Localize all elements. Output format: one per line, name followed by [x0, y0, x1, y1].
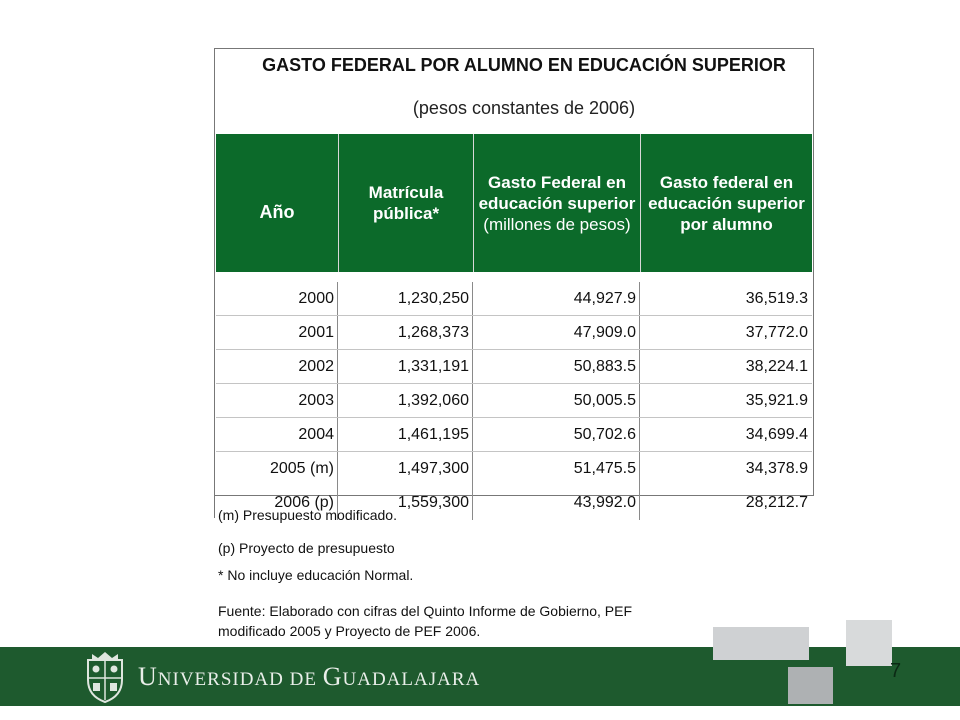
- cell-matricula: 1,230,250: [397, 290, 469, 307]
- cell-matricula: 1,392,060: [397, 392, 469, 409]
- header-gasto-label: Gasto Federal en educación superior: [478, 172, 636, 213]
- cell-gasto: 50,883.5: [573, 358, 636, 375]
- header-gasto: [473, 134, 640, 272]
- cell-year: 2003: [298, 392, 334, 409]
- cell-year: 2006 (p): [274, 494, 334, 511]
- cell-por-alumno: 34,378.9: [745, 460, 808, 477]
- cell-year: 2004: [298, 426, 334, 443]
- decorative-square: [788, 667, 833, 704]
- table-row: [216, 384, 812, 418]
- decorative-square: [713, 627, 809, 660]
- cell-gasto: 44,927.9: [573, 290, 636, 307]
- cell-por-alumno: 28,212.7: [745, 494, 808, 511]
- header-matricula: Matrícula pública*: [338, 134, 473, 272]
- cell-gasto: 51,475.5: [573, 460, 636, 477]
- header-gasto-unit: (millones de pesos): [483, 214, 631, 234]
- header-year: Año: [259, 201, 295, 222]
- frame-tick: [214, 496, 215, 518]
- decorative-square: [846, 620, 892, 666]
- table-row: [216, 282, 812, 316]
- table-row: [216, 452, 812, 486]
- cell-por-alumno: 37,772.0: [745, 324, 808, 341]
- note-proyecto: (p) Proyecto de presupuesto: [218, 540, 395, 556]
- cell-por-alumno: 36,519.3: [745, 290, 808, 307]
- cell-gasto: 50,005.5: [573, 392, 636, 409]
- note-modificado: (m) Presupuesto modificado.: [218, 507, 397, 523]
- cell-gasto: 50,702.6: [573, 426, 636, 443]
- cell-por-alumno: 35,921.9: [745, 392, 808, 409]
- table-row: [216, 418, 812, 452]
- table-subtitle: (pesos constantes de 2006): [412, 98, 636, 118]
- cell-por-alumno: 38,224.1: [745, 358, 808, 375]
- note-normal: * No incluye educación Normal.: [218, 567, 414, 583]
- cell-por-alumno: 34,699.4: [745, 426, 808, 443]
- table-row: [216, 316, 812, 350]
- header-por-alumno: Gasto federal en educación superior por alumno: [640, 134, 812, 272]
- table-row: [216, 350, 812, 384]
- cell-year: 2001: [298, 324, 334, 341]
- cell-matricula: 1,461,195: [397, 426, 469, 443]
- page-number: 7: [890, 660, 902, 682]
- university-name: UNIVERSIDAD DE GUADALAJARA: [138, 662, 481, 691]
- cell-year: 2005 (m): [269, 460, 334, 477]
- university-crest-icon: [84, 650, 126, 704]
- cell-matricula: 1,331,191: [397, 358, 469, 375]
- note-fuente-2: modificado 2005 y Proyecto de PEF 2006.: [218, 623, 481, 639]
- note-fuente-1: Fuente: Elaborado con cifras del Quinto Informe de Gobierno, PEF: [218, 603, 633, 619]
- table-header: [216, 134, 812, 272]
- cell-matricula: 1,497,300: [397, 460, 469, 477]
- cell-gasto: 47,909.0: [573, 324, 636, 341]
- cell-year: 2002: [298, 358, 334, 375]
- cell-matricula: 1,559,300: [397, 494, 469, 511]
- cell-matricula: 1,268,373: [397, 324, 469, 341]
- cell-gasto: 43,992.0: [573, 494, 636, 511]
- table-title: GASTO FEDERAL POR ALUMNO EN EDUCACIÓN SUPERIOR: [262, 55, 786, 75]
- cell-year: 2000: [298, 290, 334, 307]
